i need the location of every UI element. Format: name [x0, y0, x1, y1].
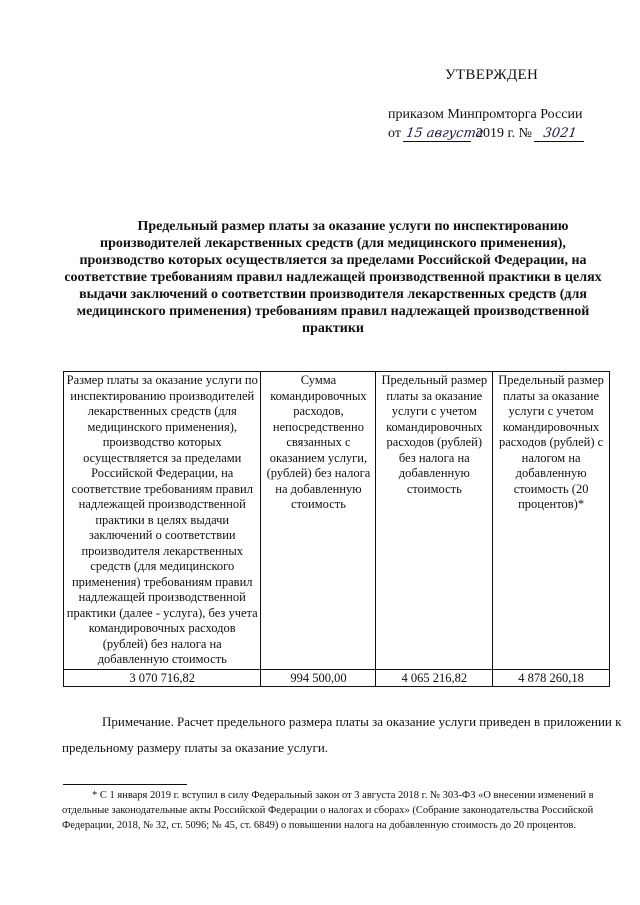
value-fee-with-vat: 4 878 260,18 [493, 669, 610, 687]
value-fee-without-vat: 4 065 216,82 [376, 669, 493, 687]
date-prefix: от [388, 126, 401, 141]
value-base-fee: 3 070 716,82 [64, 669, 261, 687]
header-cell-base-fee: Размер платы за оказание услуги по инспектированию производителей лекарственных средств (для медицинского применения), производство которых осуществляется за пределами Российской Федерации, на соответствие требованиям правил надлежащей производственной практики в целях выдачи заключений о соответствии производителя лекарственных средств (для медицинского применения) требованиям правил надлежащей производственной практики (далее - услуга), без учета командировочных расходов (рублей) без налога на добавленную стоимость [64, 372, 261, 670]
date-year: 2019 г. № [475, 126, 532, 141]
table-header-row [64, 372, 610, 670]
header-cell-fee-with-vat: Предельный размер платы за оказание услуги с учетом командировочных расходов (рублей) с налогом на добавленную стоимость (20 процентов)* [493, 372, 610, 670]
handwritten-date: 15 августа [403, 126, 473, 142]
order-line: приказом Минпромторга России [388, 107, 583, 122]
document-title: Предельный размер платы за оказание услуги по инспектированию производителей лекарственных средств (для медицинского применения), производство которых осуществляется за пределами Российской Федерации, на соответствие требованиям правил надлежащей производственной практики в целях выдачи заключений о соответствии производителя лекарственных средств (для медицинского применения) требованиям правил надлежащей производственной практики [64, 219, 602, 336]
table-row [64, 669, 610, 687]
fee-table [63, 371, 610, 687]
order-date-line [388, 126, 585, 142]
approved-heading: УТВЕРЖДЕН [445, 67, 539, 83]
header-cell-fee-without-vat: Предельный размер платы за оказание услуги с учетом командировочных расходов (рублей) без налога на добавленную стоимость [376, 372, 493, 670]
header-cell-travel-expenses: Сумма командировочных расходов, непосредственно связанных с оказанием услуги, (рублей) без налога на добавленную стоимость [261, 372, 376, 670]
note-paragraph: Примечание. Расчет предельного размера платы за оказание услуги приведен в приложении к предельному размеру платы за оказание услуги. [62, 714, 622, 755]
value-travel-expenses: 994 500,00 [261, 669, 376, 687]
handwritten-order-number: 3021 [534, 126, 586, 142]
footnote-divider [63, 784, 187, 785]
footnote: * С 1 января 2019 г. вступил в силу Федеральный закон от 3 августа 2018 г. № 303-ФЗ «О внесении изменений в отдельные законодательные акты Российской Федерации о налогах и сборах» (Собрание законодательства Российской Федерации, 2018, № 32, ст. 5096; № 45, ст. 6849) о повышении налога на добавленную стоимость до 20 процентов. [62, 790, 594, 831]
